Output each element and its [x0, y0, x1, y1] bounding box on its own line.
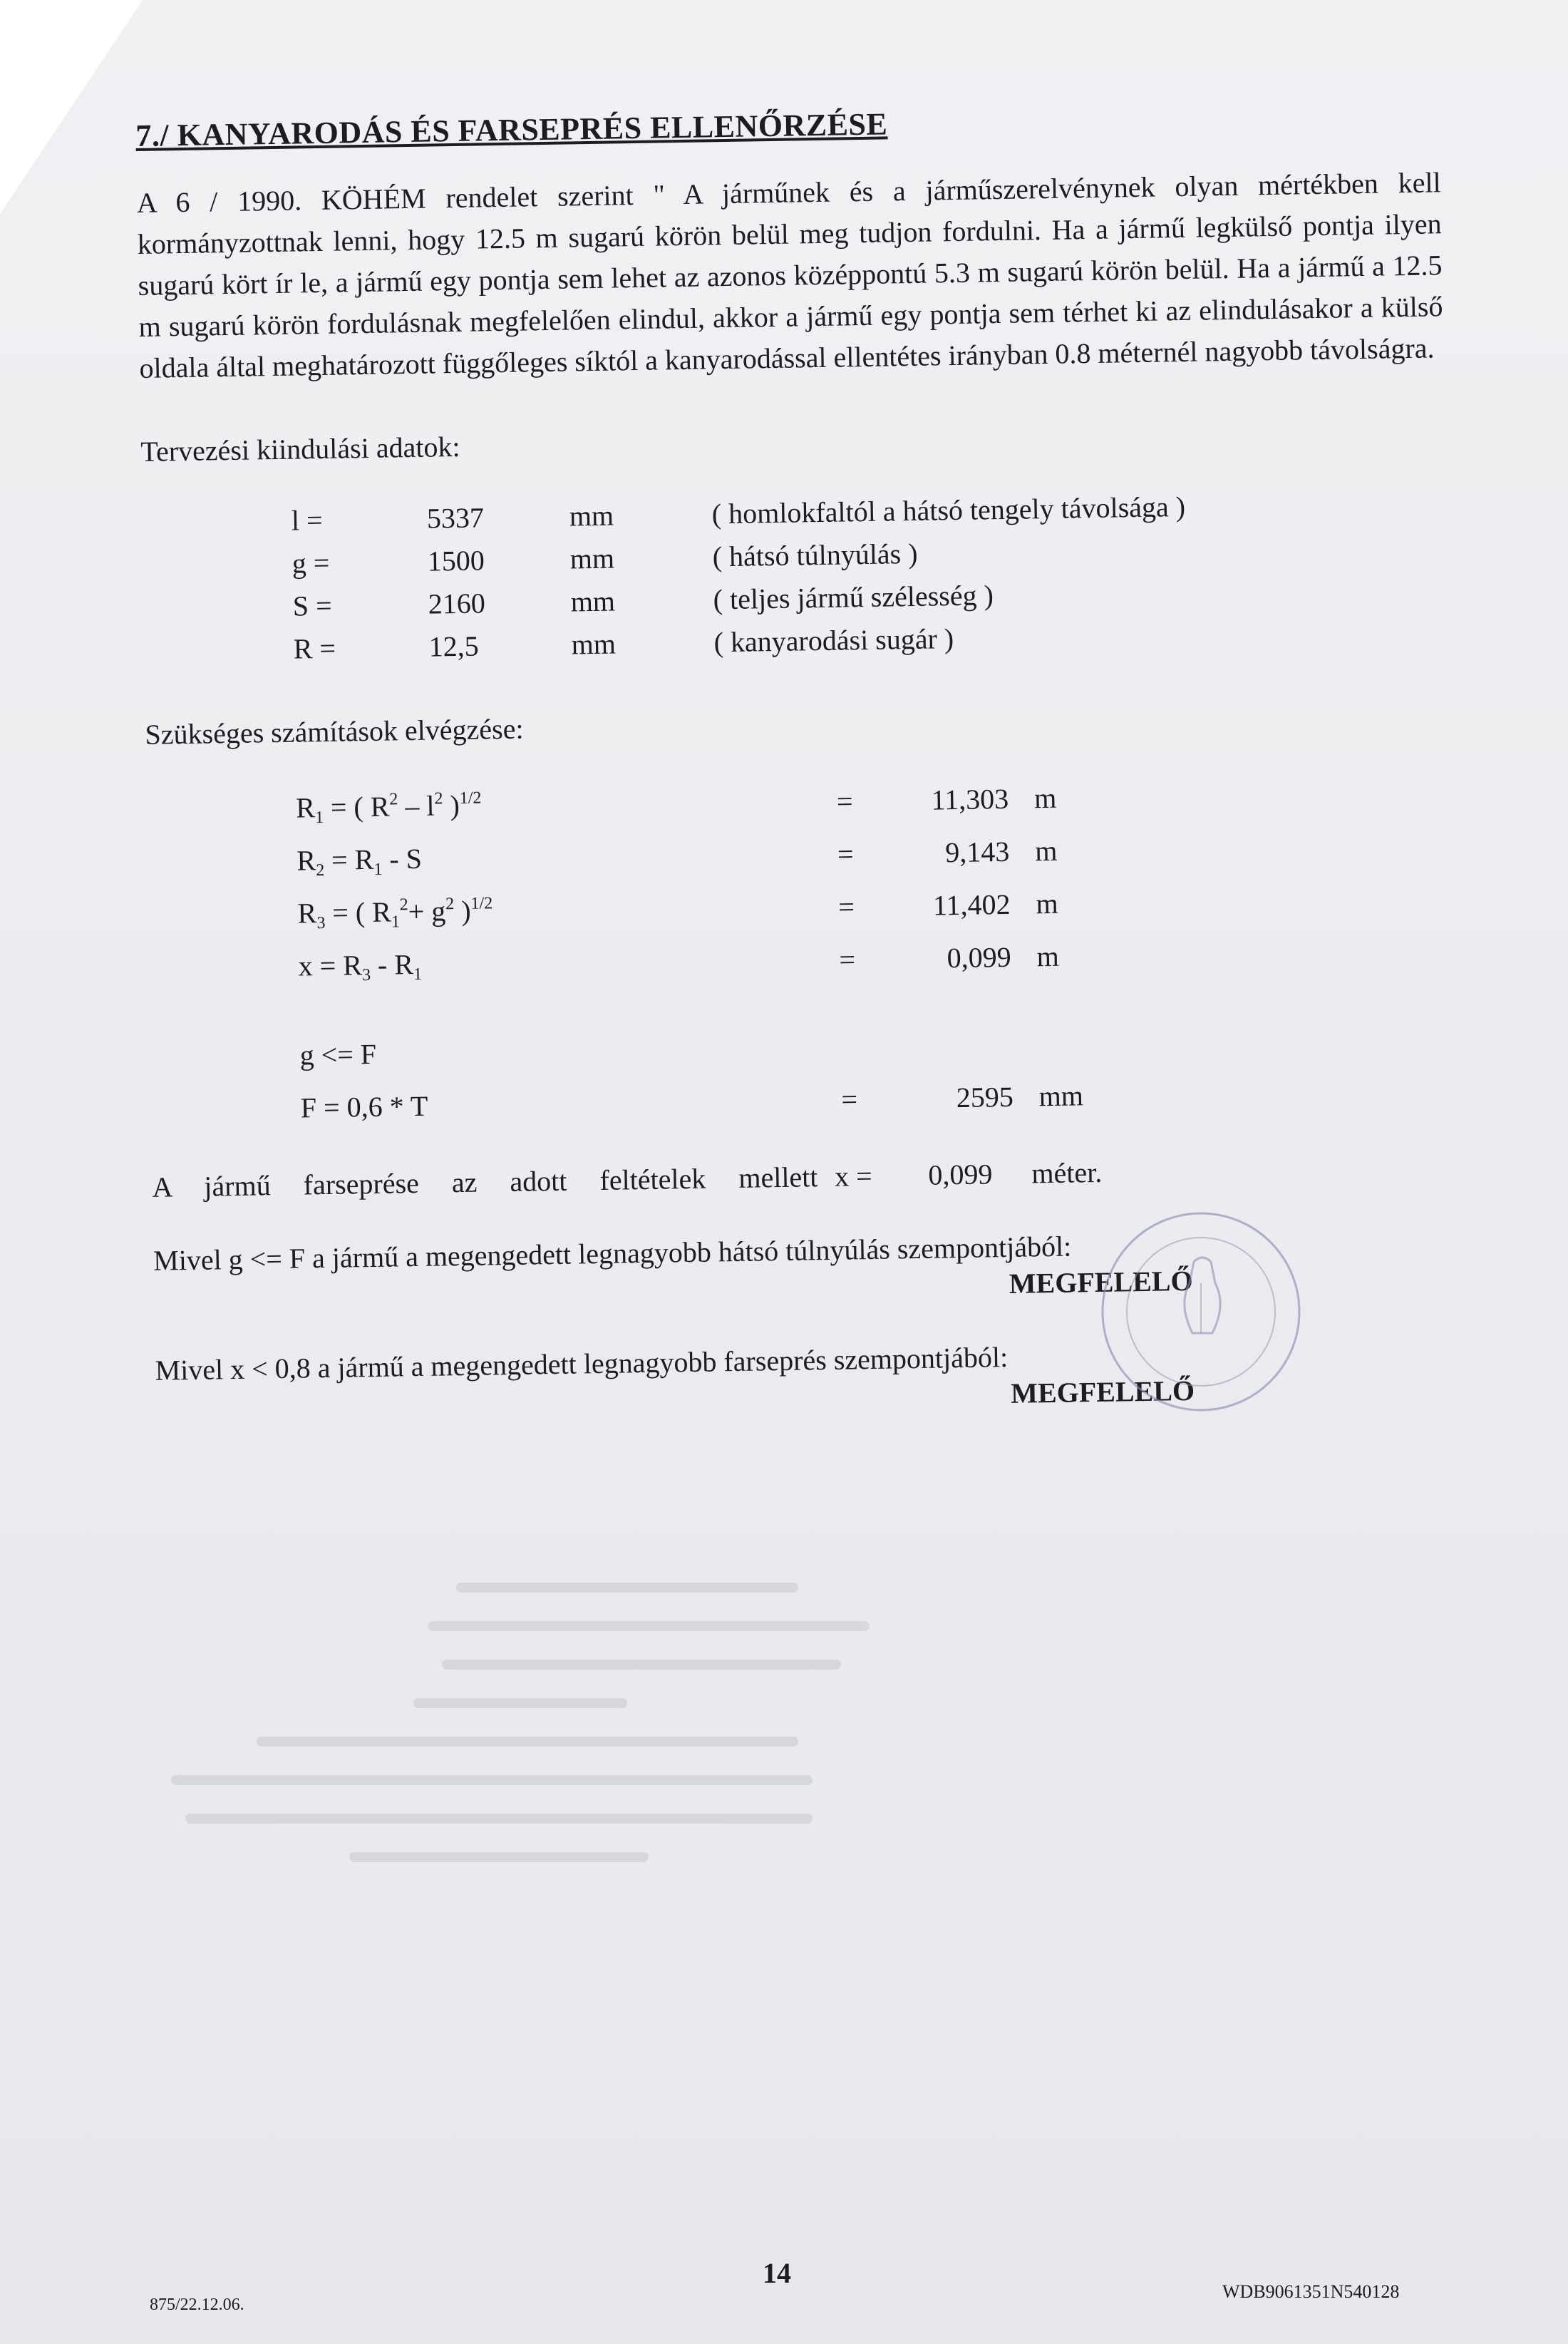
calc-unit: m	[1036, 887, 1058, 920]
calc-value: 11,402	[932, 888, 1011, 922]
conclusion-text: Mivel x < 0,8 a jármű a megengedett legnagyobb farseprés szempontjából:	[155, 1340, 1009, 1387]
result-value: 0,099	[928, 1158, 993, 1191]
intro-paragraph: A 6 / 1990. KÖHÉM rendelet szerint " A járműnek és a járműszerelvénynek olyan mértékben kell kormányzottnak lenni, hogy 12.5 m sugarú körön belül meg tudjon fordulni. Ha a jármű legkülső pontja ilyen sugarú kört ír le, a jármű egy pontja sem lehet az azonos középpontú 5.3 m sugarú körön belül. Ha a jármű a 12.5 m sugarú körön fordulásnak megfelelően elindul, akkor a jármű egy pontja sem térhet ki az elindulásakor a külső oldala által meghatározott függőleges síktól a kanyarodással ellentétes irányban 0.8 méternél nagyobb távolságra.	[136, 166, 1443, 384]
input-symbol: S =	[292, 589, 332, 622]
result-unit: méter.	[1031, 1156, 1103, 1190]
page-number: 14	[763, 2257, 791, 2289]
section-heading: 7./ KANYARODÁS ÉS FARSEPRÉS ELLENŐRZÉSE	[135, 106, 888, 153]
input-data-table	[291, 480, 1448, 669]
equals-sign: =	[837, 890, 855, 923]
input-unit: mm	[569, 499, 614, 533]
formula-r2: $R_2 = R_1 - S$	[296, 842, 423, 880]
vehicle-id: WDB9061351N540128	[1222, 2281, 1400, 2302]
result-row	[152, 1150, 1457, 1204]
input-value: 5337	[426, 500, 485, 535]
input-symbol: l =	[291, 503, 323, 537]
formula-r1: $R_1$ = ( $R^2 - l^2$ )$^{1/2}$	[295, 788, 482, 828]
calc-value: 11,303	[931, 782, 1009, 816]
document-reference: 875/22.12.06.	[150, 2296, 244, 2314]
input-unit: mm	[570, 585, 616, 617]
input-description: ( kanyarodási sugár )	[713, 622, 954, 658]
input-unit: mm	[569, 542, 615, 575]
folded-corner	[0, 0, 143, 214]
result-text: A jármű farseprése az adott feltételek mellett	[152, 1161, 818, 1203]
conclusion-text: Mivel g <= F a jármű a megengedett legnagyobb hátsó túlnyúlás szempontjából:	[153, 1230, 1072, 1277]
calculations	[296, 765, 1456, 1134]
calc-unit: m	[1036, 940, 1060, 972]
equals-sign: =	[841, 1082, 858, 1116]
equals-sign: =	[839, 942, 856, 976]
result-x-label: x =	[834, 1159, 873, 1193]
input-value: 1500	[427, 543, 485, 577]
input-description: ( teljes jármű szélesség )	[713, 578, 994, 615]
input-symbol: g =	[292, 546, 330, 580]
calc-section-label: Szükséges számítások elvégzése:	[145, 712, 524, 751]
verdict-badge: MEGFELELŐ	[1010, 1374, 1195, 1409]
formula-x: $x = R_3 - R_1$	[298, 948, 423, 985]
verdict-badge: MEGFELELŐ	[1009, 1264, 1193, 1300]
input-description: ( homlokfaltól a hátsó tengely távolsága )	[711, 490, 1186, 530]
input-description: ( hátsó túlnyúlás )	[712, 537, 918, 572]
calc-unit: m	[1033, 781, 1057, 814]
calc-value: 0,099	[947, 940, 1011, 974]
input-value: 12,5	[428, 629, 480, 663]
input-section-label: Tervezési kiindulási adatok:	[140, 430, 460, 468]
calc-value: 9,143	[944, 835, 1010, 868]
calc-unit: m	[1034, 834, 1058, 867]
calc-value: 2595	[956, 1080, 1014, 1114]
formula-f: F = 0,6 * T	[300, 1089, 428, 1124]
input-symbol: R =	[293, 632, 336, 665]
calc-unit: mm	[1038, 1079, 1084, 1112]
formula-g-condition: g <= F	[299, 1037, 377, 1071]
input-unit: mm	[571, 627, 617, 660]
input-value: 2160	[428, 586, 486, 620]
official-stamp-icon	[1094, 1205, 1308, 1419]
equals-sign: =	[836, 784, 853, 818]
equals-sign: =	[837, 837, 854, 870]
formula-r3: $R_3$ = ( $R_1^2+ g^2$ )$^{1/2}$	[297, 894, 493, 933]
faint-contractor-stamp	[171, 1554, 1062, 2017]
